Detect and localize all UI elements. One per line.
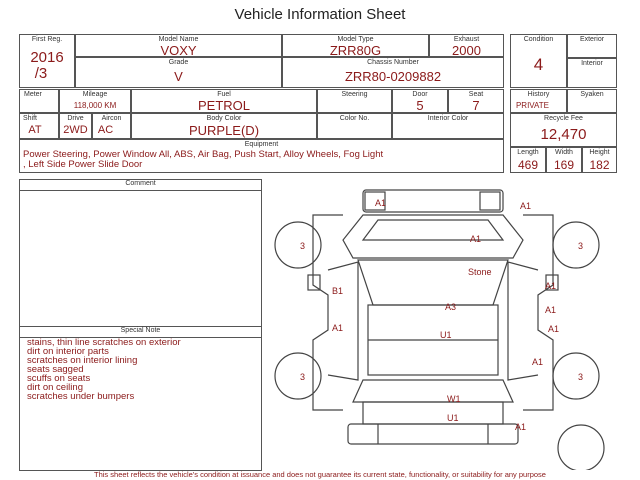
interior-color-label: Interior Color (427, 115, 469, 122)
width-value: 169 (553, 158, 575, 172)
exhaust-cell (429, 34, 504, 57)
special-note-line: scratches on interior lining (27, 355, 138, 366)
model-name-label: Model Name (158, 36, 199, 43)
equipment-line-1: Power Steering, Power Window All, ABS, Air Bag, Push Start, Alloy Wheels, Fog Light (23, 149, 384, 160)
meter-label: Meter (24, 91, 42, 98)
hood-outline (343, 215, 523, 258)
seat-cell (448, 89, 504, 113)
chassis-label: Chassis Number (367, 59, 419, 66)
exhaust-value: 2000 (452, 43, 481, 58)
body-color-value: PURPLE(D) (188, 123, 260, 138)
color-no-label: Color No. (339, 115, 370, 122)
history-cell (510, 89, 567, 113)
fuel-value: PETROL (197, 98, 250, 113)
model-type-value: ZRR80G (329, 43, 382, 58)
door-value: 5 (416, 98, 424, 113)
mileage-value: 118,000 KM (73, 101, 117, 110)
aircon-cell (92, 113, 131, 139)
height-value: 182 (589, 158, 610, 172)
recycle-fee-cell (510, 113, 617, 147)
comment-header (20, 180, 261, 191)
history-label: History (527, 91, 550, 98)
model-type-cell (282, 34, 429, 57)
page-title: Vehicle Information Sheet (234, 6, 406, 23)
seat-value: 7 (472, 98, 480, 113)
chassis-value: ZRR80-0209882 (344, 69, 442, 84)
wheel-rear-right-circle (553, 353, 599, 399)
mark-roof: A3 (445, 302, 457, 312)
grade-label: Grade (168, 59, 189, 66)
car-diagram (268, 180, 628, 470)
first-reg-label: First Reg. (31, 36, 63, 43)
steering-cell (317, 89, 392, 113)
fuel-cell (131, 89, 317, 113)
door-label: Door (412, 91, 428, 98)
length-cell (510, 147, 546, 173)
comment-label: Comment (125, 180, 156, 187)
condition-cell (510, 34, 567, 88)
equipment-label: Equipment (244, 141, 279, 148)
model-name-cell (75, 34, 282, 57)
special-note-line: dirt on ceiling (27, 382, 83, 393)
color-no-cell (317, 113, 392, 139)
model-type-label: Model Type (337, 36, 374, 43)
mark-rear-bumper: A1 (515, 422, 527, 432)
mark-right-front-wheel: 3 (578, 241, 584, 251)
tailgate-outline (363, 402, 503, 424)
aircon-label: Aircon (101, 115, 122, 122)
syaken-cell (567, 89, 617, 113)
mark-roof-center: U1 (440, 330, 452, 340)
mileage-cell (59, 89, 131, 113)
seat-label: Seat (468, 91, 484, 98)
model-name-value: VOXY (160, 43, 197, 58)
height-cell (582, 147, 617, 173)
recycle-fee-value: 12,470 (540, 126, 587, 143)
meter-cell (19, 89, 59, 113)
history-value: PRIVATE (515, 101, 550, 110)
special-note-line: scratches under bumpers (27, 391, 135, 402)
mark-left-rear-door: A1 (332, 323, 344, 333)
mark-right-front-panel: A1 (545, 281, 557, 291)
mark-left-front-wheel: 3 (300, 241, 306, 251)
body-color-label: Body Color (206, 115, 242, 122)
wheel-front-right-circle (553, 222, 599, 268)
rear-window-outline (353, 380, 513, 402)
special-note-box (19, 326, 262, 471)
interior-color-cell (392, 113, 504, 139)
drive-label: Drive (67, 115, 84, 122)
drive-value: 2WD (63, 124, 88, 136)
comment-box (19, 179, 262, 327)
first-reg-year: 2016 (30, 49, 64, 66)
exterior-label: Exterior (579, 36, 605, 43)
grade-cell (75, 57, 282, 88)
mark-hood: A1 (470, 234, 482, 244)
mark-left-front-door: B1 (332, 286, 344, 296)
shift-cell (19, 113, 59, 139)
steering-label: Steering (341, 91, 368, 98)
left-side-outline (313, 215, 343, 410)
mark-right-rear-wheel: 3 (578, 372, 584, 382)
special-note-label: Special Note (120, 327, 161, 334)
mileage-label: Mileage (82, 91, 108, 98)
length-label: Length (517, 149, 539, 156)
shift-label: Shift (23, 115, 38, 122)
body-color-cell (131, 113, 317, 139)
door-cell (392, 89, 448, 113)
shift-value: AT (28, 124, 42, 136)
interior-label: Interior (581, 60, 603, 67)
mark-windshield: Stone (468, 267, 492, 277)
first-reg-cell (19, 34, 75, 88)
mark-right-rear-door: A1 (548, 324, 560, 334)
chassis-cell (282, 57, 504, 88)
mark-rear-window: W1 (447, 394, 461, 404)
aircon-value: AC (97, 124, 114, 136)
mark-front-bumper: A1 (375, 198, 387, 208)
disclaimer-footer: This sheet reflects the vehicle's condition at issuance and does not guarantee its current state, functionality, or suitability for any purpose (94, 470, 546, 479)
grade-value: V (174, 69, 183, 84)
exhaust-label: Exhaust (453, 36, 480, 43)
height-label: Height (589, 149, 610, 156)
condition-label: Condition (523, 36, 554, 43)
wheel-rear-left-circle (275, 353, 321, 399)
first-reg-month: /3 (34, 65, 48, 82)
special-note-line: dirt on interior parts (27, 346, 109, 357)
syaken-label: Syaken (580, 91, 604, 98)
condition-value: 4 (533, 55, 544, 74)
interior-cell (567, 58, 617, 88)
recycle-fee-label: Recycle Fee (544, 115, 583, 122)
special-note-list (27, 338, 181, 401)
wheel-front-left-circle (275, 222, 321, 268)
width-label: Width (555, 149, 573, 156)
rear-bumper-outline (348, 424, 518, 444)
width-cell (546, 147, 582, 173)
mark-tailgate: U1 (447, 413, 459, 423)
special-note-line: stains, thin line scratches on exterior (27, 337, 181, 348)
mark-right-front-door: A1 (545, 305, 557, 315)
mark-left-rear-wheel: 3 (300, 372, 306, 382)
spare-circle (558, 425, 604, 470)
equipment-cell (19, 139, 504, 173)
equipment-line-2: , Left Side Power Slide Door (23, 159, 143, 170)
fuel-label: Fuel (217, 91, 231, 98)
mark-right-rear-panel: A1 (532, 357, 544, 367)
exterior-cell (567, 34, 617, 58)
special-note-line: scuffs on seats (27, 373, 91, 384)
mark-rear-bumper-top: A1 (520, 201, 532, 211)
special-note-line: seats sagged (27, 364, 84, 375)
length-value: 469 (517, 158, 539, 172)
